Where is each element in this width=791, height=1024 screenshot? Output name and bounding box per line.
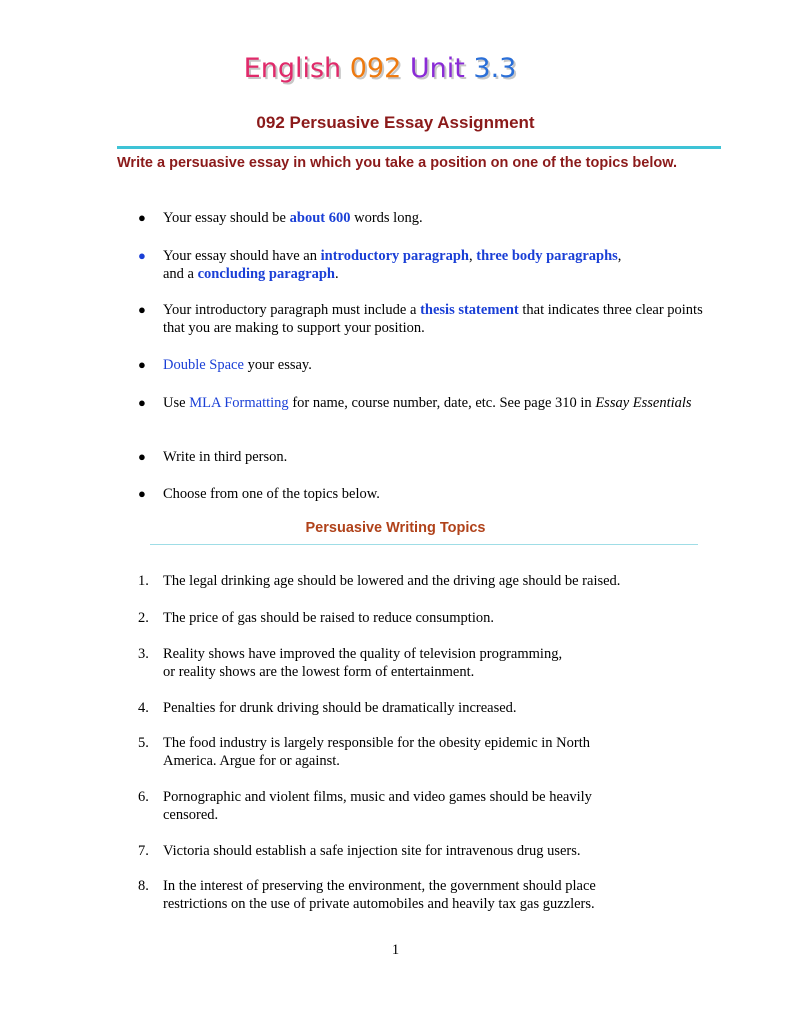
requirement-item [163,448,703,466]
title-segment: 3.3 [473,53,517,84]
topic-line: Victoria should establish a safe injection site for intravenous drug users. [163,843,581,859]
topic-line: Penalties for drunk driving should be dramatically increased. [163,700,517,716]
topic-line: The legal drinking age should be lowered and the driving age should be raised. [163,573,621,589]
assignment-title: 092 Persuasive Essay Assignment [256,113,535,132]
emphasis-text: concluding paragraph [197,266,335,282]
emphasis-text: Double Space [163,357,244,373]
topic-line: In the interest of preserving the environment, the government should place [163,878,596,894]
title-divider [117,146,721,149]
topic-item [163,877,683,913]
topic-number: 5. [138,735,149,751]
emphasis-text: MLA Formatting [189,395,289,411]
bullet-icon: ● [138,302,146,317]
title-segment: English [243,53,350,84]
requirement-item [163,209,703,227]
bullet-icon: ● [138,395,146,410]
topic-line: America. Argue for or against. [163,753,340,769]
topic-item [163,842,683,860]
topic-item [163,699,683,717]
bullet-icon: ● [138,486,146,501]
topic-item [163,788,683,824]
requirement-text: , [617,248,622,264]
requirement-text: and a [163,266,198,282]
requirement-text: Your essay should have an [163,248,321,264]
topic-line: Pornographic and violent films, music and video games should be heavily [163,789,592,805]
requirement-text: Use [163,395,190,411]
topic-line: or reality shows are the lowest form of entertainment. [163,664,475,680]
emphasis-text: three body paragraphs [476,248,618,264]
requirement-text: . [335,266,339,282]
topic-line: restrictions on the use of private automobiles and heavily tax gas guzzlers. [163,896,595,912]
topic-number: 7. [138,843,149,859]
topic-number: 4. [138,700,149,716]
requirement-text: that indicates three clear points that you are making to support your position. [163,302,703,336]
topic-number: 2. [138,610,149,626]
topic-line: The food industry is largely responsible for the obesity epidemic in North [163,735,590,751]
requirement-text: Choose from one of the topics below. [163,486,380,502]
requirement-text: your essay. [243,357,312,373]
requirement-text: Your introductory paragraph must include a [163,302,421,318]
bullet-icon: ● [138,357,146,372]
topic-number: 1. [138,573,149,589]
topic-line: The price of gas should be raised to reduce consumption. [163,610,494,626]
title-segment: Unit [409,53,474,84]
bullet-icon: ● [138,449,146,464]
topic-line: censored. [163,807,219,823]
topic-line: Reality shows have improved the quality of television programming, [163,646,563,662]
requirement-item [163,394,703,412]
requirement-text: Your essay should be [163,210,290,226]
title-segment: 092 [349,53,410,84]
document-title [200,52,560,86]
requirement-item [163,247,703,283]
requirement-text: Write in third person. [163,449,288,465]
emphasis-text: thesis statement [420,302,519,318]
topic-number: 3. [138,646,149,662]
instruction-text: Write a persuasive essay in which you take a position on one of the topics below. [117,155,677,171]
requirement-text: , [469,248,477,264]
topics-divider [150,544,698,545]
requirement-item [163,485,703,503]
requirement-text: for name, course number, date, etc. See page 310 in [288,395,596,411]
emphasis-text: about 600 [289,210,351,226]
topic-item [163,572,683,590]
page-number: 1 [391,942,400,958]
bullet-icon: ● [138,210,146,225]
bullet-icon: ● [138,248,146,263]
topic-item [163,734,683,770]
topic-item [163,609,683,627]
topics-heading: Persuasive Writing Topics [305,520,486,536]
requirement-item [163,356,703,374]
requirement-item [163,301,703,337]
topic-number: 6. [138,789,149,805]
requirement-text: words long. [350,210,423,226]
emphasis-text: Essay Essentials [595,395,692,411]
topic-number: 8. [138,878,149,894]
emphasis-text: introductory paragraph [320,248,469,264]
topic-item [163,645,683,681]
